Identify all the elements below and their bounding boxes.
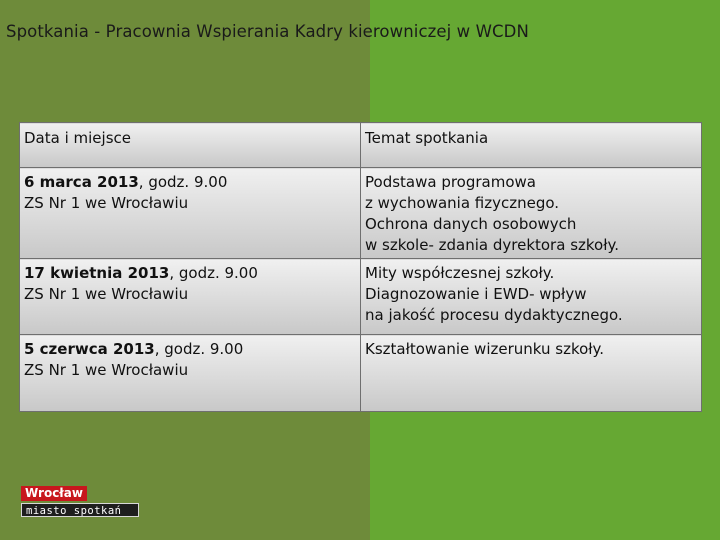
header-date-place: Data i miejsce	[20, 123, 361, 168]
logo-slogan: miasto spotkań	[21, 503, 139, 517]
table-row	[20, 168, 702, 259]
topic-line: Diagnozowanie i EWD- wpływ	[365, 285, 587, 303]
title-band	[0, 0, 720, 62]
topic-line: Ochrona danych osobowych	[365, 215, 577, 233]
meeting-time: , godz. 9.00	[154, 340, 244, 358]
table-row	[20, 259, 702, 335]
header-topic: Temat spotkania	[361, 123, 702, 168]
meeting-date: 17 kwietnia 2013	[24, 264, 170, 282]
topic-cell	[361, 335, 702, 412]
logo-city-name: Wrocław	[21, 486, 87, 501]
meeting-place: ZS Nr 1 we Wrocławiu	[24, 194, 189, 212]
topic-line: Podstawa programowa	[365, 173, 536, 191]
slide-title: Spotkania - Pracownia Wspierania Kadry kierowniczej w WCDN	[6, 22, 529, 41]
meeting-place: ZS Nr 1 we Wrocławiu	[24, 361, 189, 379]
table-header-row	[20, 123, 702, 168]
topic-line: z wychowania fizycznego.	[365, 194, 560, 212]
meeting-place: ZS Nr 1 we Wrocławiu	[24, 285, 189, 303]
topic-cell	[361, 259, 702, 335]
topic-cell	[361, 168, 702, 259]
topic-line: Mity współczesnej szkoły.	[365, 264, 555, 282]
date-place-cell	[20, 259, 361, 335]
topic-line: na jakość procesu dydaktycznego.	[365, 306, 623, 324]
meeting-date: 6 marca 2013	[24, 173, 139, 191]
date-place-cell	[20, 335, 361, 412]
meeting-time: , godz. 9.00	[169, 264, 258, 282]
meeting-date: 5 czerwca 2013	[24, 340, 155, 358]
table-row	[20, 335, 702, 412]
date-place-cell	[20, 168, 361, 259]
meeting-time: , godz. 9.00	[138, 173, 228, 191]
topic-line: Kształtowanie wizerunku szkoły.	[365, 340, 605, 358]
topic-line: w szkole- zdania dyrektora szkoły.	[365, 236, 619, 254]
wroclaw-logo	[21, 486, 141, 518]
meetings-table	[19, 122, 702, 412]
